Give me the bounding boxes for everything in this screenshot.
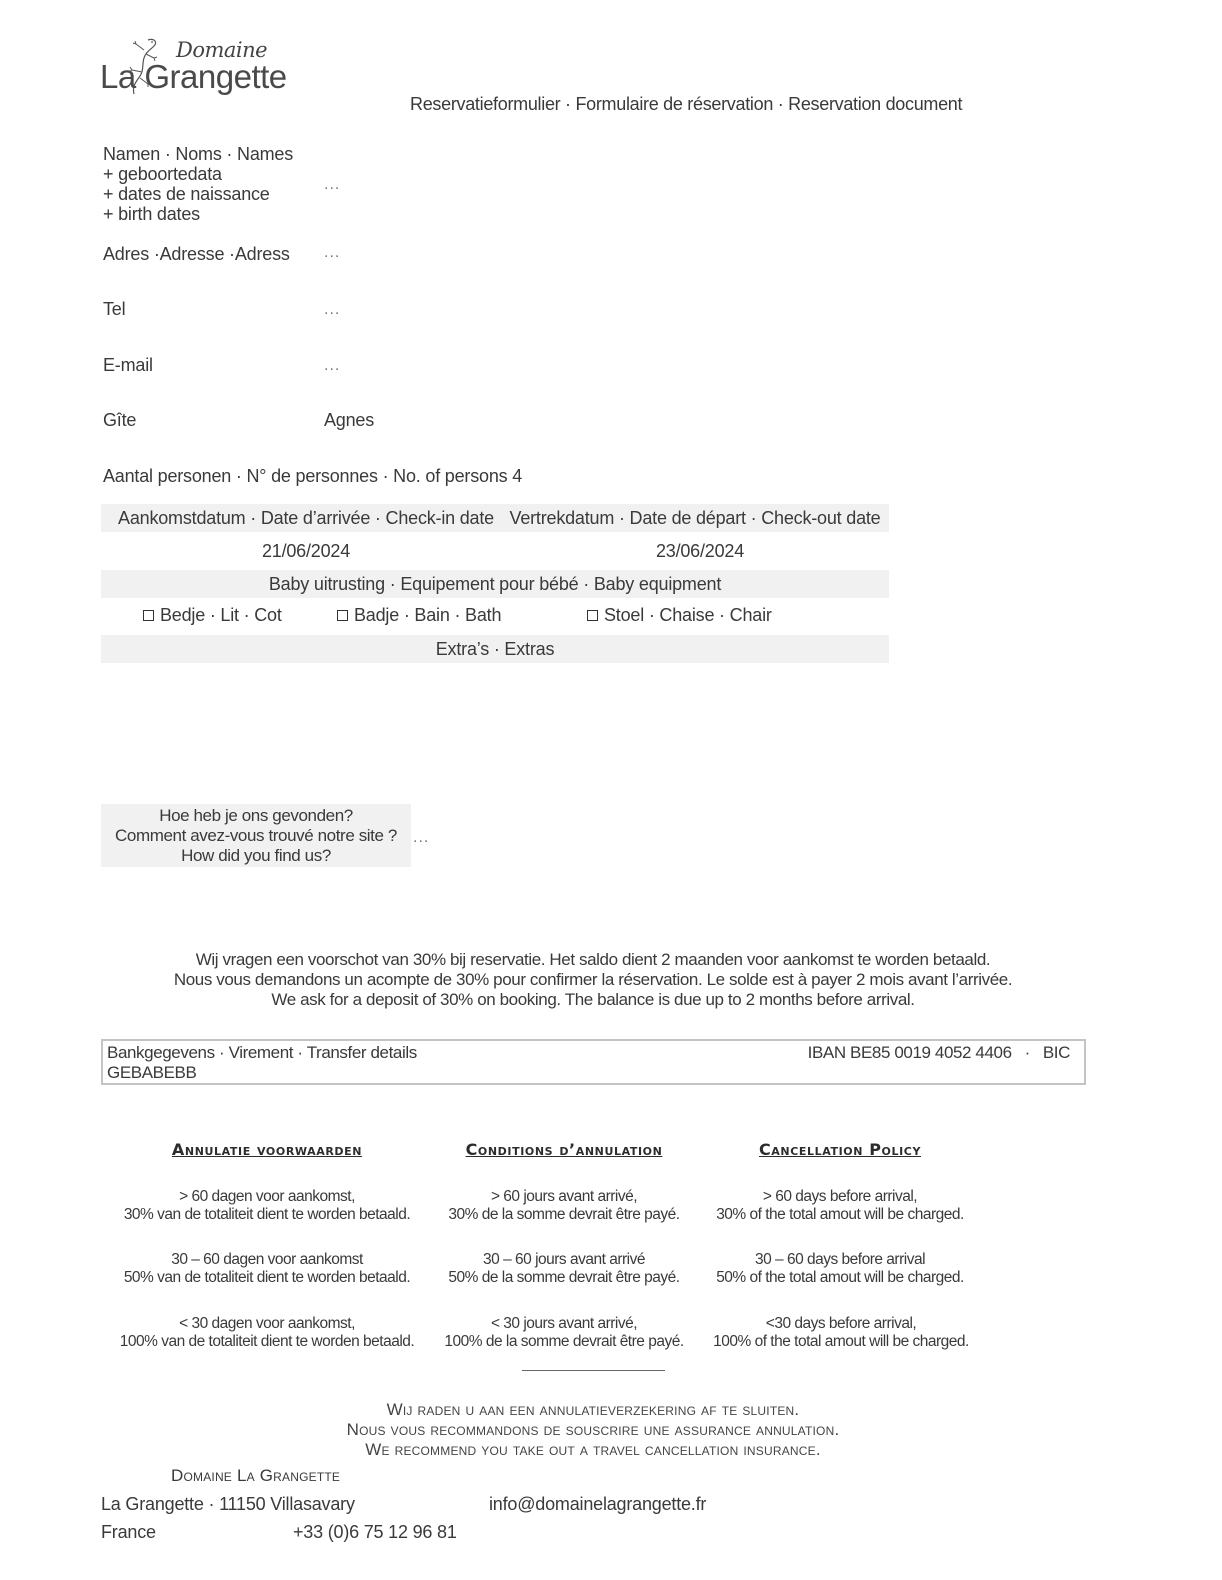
cancellation-header-en: Cancellation Policy	[758, 1140, 922, 1159]
policy-line: 30 – 60 dagen voor aankomst	[171, 1251, 363, 1268]
policy-cell	[100, 1188, 434, 1224]
logo	[100, 34, 300, 102]
names-label-line: + geboortedata	[103, 164, 222, 184]
policy-line: 100% of the total amout will be charged.	[713, 1333, 969, 1350]
footer-country: France	[101, 1522, 156, 1542]
insurance-line: Nous vous recommandons de souscrire une assurance annulation.	[346, 1420, 840, 1439]
address-label: Adres ·Adresse ·Adress	[103, 244, 290, 264]
divider	[522, 1370, 665, 1371]
found-us-label-line: How did you find us?	[181, 846, 331, 865]
logo-script-text: Domaine	[176, 38, 268, 62]
checkbox-icon[interactable]	[143, 610, 154, 621]
policy-line: 100% van de totaliteit dient te worden betaald.	[119, 1333, 415, 1350]
bank-bic: GEBABEBB	[107, 1063, 197, 1082]
policy-line: <30 days before arrival,	[765, 1315, 917, 1332]
policy-line: > 60 jours avant arrivé,	[490, 1188, 638, 1205]
policy-line: 30% van de totaliteit dient te worden betaald.	[123, 1206, 411, 1223]
address-field[interactable]: ...	[324, 244, 341, 261]
policy-cell	[430, 1315, 698, 1351]
baby-header-band	[101, 570, 889, 598]
policy-line: 30% of the total amout will be charged.	[716, 1206, 964, 1223]
footer-company-name: Domaine La Grangette	[171, 1466, 341, 1485]
names-label-line: + dates de naissance	[103, 184, 270, 204]
email-label: E-mail	[103, 355, 153, 375]
names-label-line: + birth dates	[103, 204, 200, 224]
deposit-text	[100, 950, 1086, 1010]
policy-cell	[694, 1315, 988, 1351]
policy-line: < 30 dagen voor aankomst,	[179, 1315, 355, 1332]
baby-option-cot[interactable]	[143, 605, 282, 626]
policy-line: 30 – 60 jours avant arrivé	[483, 1251, 645, 1268]
found-us-label-line: Comment avez-vous trouvé notre site ?	[115, 826, 397, 845]
found-us-field[interactable]: ...	[413, 829, 430, 846]
extras-field[interactable]	[101, 663, 889, 793]
persons-field[interactable]: 4	[512, 466, 523, 486]
tel-label: Tel	[103, 299, 126, 319]
baby-option-label: Badje · Bain · Bath	[354, 605, 502, 625]
footer-phone: +33 (0)6 75 12 96 81	[293, 1522, 457, 1542]
cancellation-header-fr: Conditions d’annulation	[465, 1140, 663, 1159]
baby-option-chair[interactable]	[587, 605, 772, 626]
names-field[interactable]: ...	[324, 176, 341, 193]
insurance-line: Wij raden u aan een annulatieverzekering af te sluiten.	[386, 1400, 800, 1419]
bank-details-box	[101, 1039, 1086, 1085]
persons-label: Aantal personen · N° de personnes · No. of persons	[103, 466, 508, 486]
extras-header: Extra’s · Extras	[435, 639, 555, 659]
policy-line: < 30 jours avant arrivé,	[490, 1315, 638, 1332]
logo-main-text: La Grangette	[100, 58, 287, 95]
policy-cell	[100, 1251, 434, 1287]
insurance-note	[100, 1400, 1086, 1460]
insurance-line: We recommend you take out a travel cancellation insurance.	[365, 1440, 821, 1459]
policy-line: 30% de la somme devrait être payé.	[448, 1206, 680, 1223]
policy-line: 50% van de totaliteit dient te worden betaald.	[123, 1269, 411, 1286]
baby-header: Baby uitrusting · Equipement pour bébé · Baby equipment	[268, 574, 722, 594]
policy-line: 50% of the total amout will be charged.	[716, 1269, 964, 1286]
policy-line: > 60 dagen voor aankomst,	[179, 1188, 355, 1205]
policy-cell	[696, 1251, 984, 1287]
gite-label: Gîte	[103, 410, 137, 430]
names-label	[103, 144, 293, 224]
checkout-date-field[interactable]: 23/06/2024	[655, 541, 745, 561]
cancellation-header-nl: Annulatie voorwaarden	[171, 1140, 363, 1159]
checkin-date-field[interactable]: 21/06/2024	[261, 541, 351, 561]
baby-option-bath[interactable]	[337, 605, 501, 626]
policy-cell	[432, 1251, 696, 1287]
gite-field[interactable]: Agnes	[324, 410, 375, 430]
policy-line: > 60 days before arrival,	[762, 1188, 918, 1205]
checkin-header: Aankomstdatum · Date d’arrivée · Check-in date	[118, 508, 494, 528]
policy-line: 50% de la somme devrait être payé.	[448, 1269, 680, 1286]
policy-cell	[432, 1188, 696, 1224]
tel-field[interactable]: ...	[324, 301, 341, 318]
found-us-label-line: Hoe heb je ons gevonden?	[159, 806, 353, 825]
bank-label: Bankgegevens · Virement · Transfer details	[107, 1043, 417, 1062]
names-label-line: Namen · Noms · Names	[103, 144, 294, 164]
footer-email-link[interactable]: info@domainelagrangette.fr	[489, 1494, 707, 1514]
baby-option-label: Bedje · Lit · Cot	[160, 605, 282, 625]
dates-header-band	[101, 504, 889, 532]
persons-row	[103, 466, 522, 486]
checkbox-icon[interactable]	[337, 610, 348, 621]
found-us-label	[101, 804, 411, 867]
footer-address: La Grangette · 11150 Villasavary	[101, 1494, 355, 1514]
extras-header-band	[101, 635, 889, 663]
email-field[interactable]: ...	[324, 357, 341, 374]
policy-line: 100% de la somme devrait être payé.	[444, 1333, 684, 1350]
policy-cell	[696, 1188, 984, 1224]
deposit-line: Nous vous demandons un acompte de 30% pour confirmer la réservation. Le solde est à payer 2 mois avant l’arrivée.	[173, 970, 1013, 989]
checkout-header: Vertrekdatum · Date de départ · Check-out date	[509, 508, 881, 528]
baby-option-label: Stoel · Chaise · Chair	[604, 605, 772, 625]
deposit-line: We ask for a deposit of 30% on booking. The balance is due up to 2 months before arrival.	[271, 990, 915, 1009]
checkbox-icon[interactable]	[587, 610, 598, 621]
policy-cell	[98, 1315, 436, 1351]
document-title: Reservatieformulier · Formulaire de réservation · Reservation document	[410, 94, 963, 114]
deposit-line: Wij vragen een voorschot van 30% bij reservatie. Het saldo dient 2 maanden voor aankomst te worden betaald.	[195, 950, 991, 969]
bank-iban: IBAN BE85 0019 4052 4406 · BIC	[807, 1043, 1070, 1062]
policy-line: 30 – 60 days before arrival	[754, 1251, 926, 1268]
